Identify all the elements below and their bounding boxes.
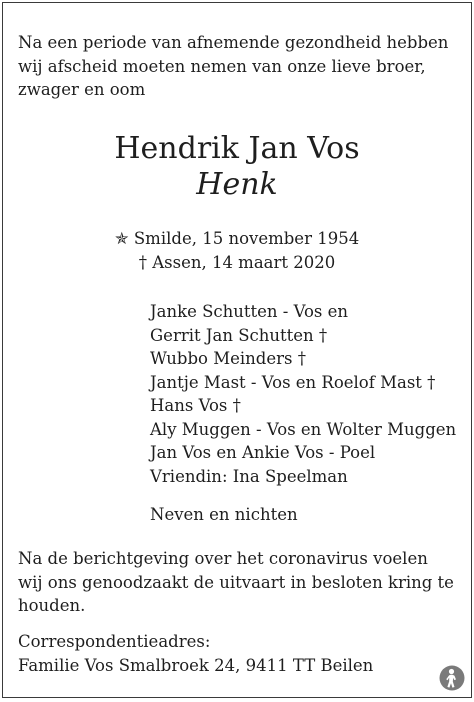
notice-line: Na de berichtgeving over het coronavirus voelen <box>18 549 428 568</box>
family-member: Gerrit Jan Schutten † <box>150 325 328 345</box>
correspondence-address: Familie Vos Smalbroek 24, 9411 TT Beilen <box>18 655 374 675</box>
notice-line: wij ons genoodzaakt de uitvaart in besloten kring te <box>18 572 454 592</box>
deceased-nickname: Henk <box>196 167 278 202</box>
mourning-figure-logo-icon <box>439 665 465 691</box>
family-member: Hans Vos † <box>150 396 241 415</box>
obituary-card <box>2 2 472 698</box>
intro-text <box>18 31 461 102</box>
relatives-line <box>150 503 461 527</box>
family-member: Jan Vos en Ankie Vos - Poel <box>150 443 376 462</box>
correspondence-label: Correspondentieadres: <box>18 632 211 651</box>
deceased-name: Hendrik Jan Vos <box>114 131 360 166</box>
family-list <box>150 300 461 488</box>
relatives-text: Neven en nichten <box>150 505 298 524</box>
birth-date: ✯ Smilde, 15 november 1954 <box>114 229 360 248</box>
family-member: Aly Muggen - Vos en Wolter Muggen <box>150 419 457 439</box>
family-member: Wubbo Meinders † <box>150 349 306 368</box>
intro-line: Na een periode van afnemende gezondheid hebben <box>18 33 449 52</box>
deceased-name-block <box>3 131 471 203</box>
family-member: Vriendin: Ina Speelman <box>150 466 348 486</box>
intro-line: zwager en oom <box>18 80 146 99</box>
family-member: Jantje Mast - Vos en Roelof Mast † <box>150 372 436 392</box>
correspondence-block <box>18 630 461 677</box>
funeral-notice <box>18 547 461 618</box>
family-member: Janke Schutten - Vos en <box>150 302 349 321</box>
life-dates <box>3 227 471 274</box>
notice-line: houden. <box>18 596 86 615</box>
death-date: † Assen, 14 maart 2020 <box>138 252 336 272</box>
intro-line: wij afscheid moeten nemen van onze lieve broer, <box>18 56 426 76</box>
